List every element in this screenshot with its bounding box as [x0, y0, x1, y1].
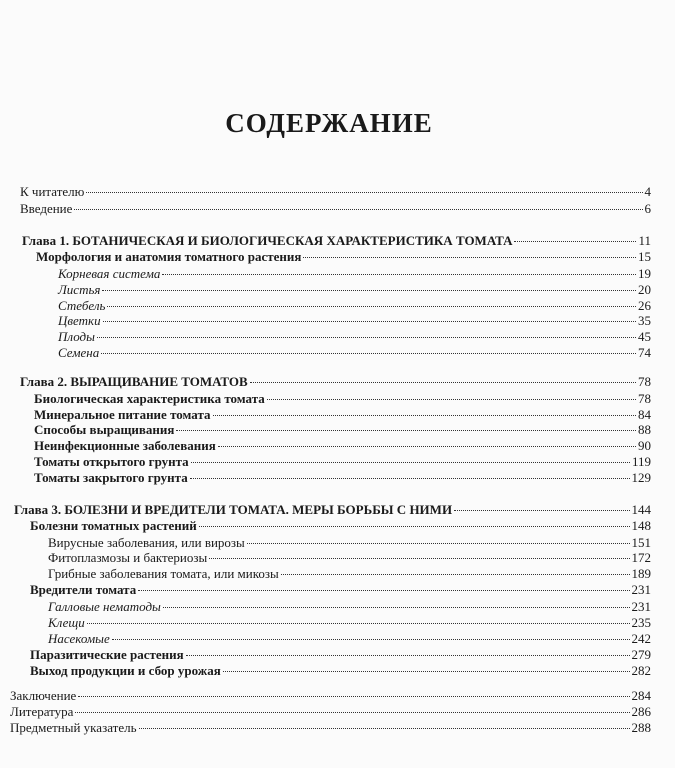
toc-entry-label: Глава 1. БОТАНИЧЕСКАЯ И БИОЛОГИЧЕСКАЯ ХАРАКТЕРИСТИКА ТОМАТА [22, 233, 513, 248]
dot-leader [186, 655, 630, 656]
toc-entry-page: 88 [638, 422, 651, 437]
toc-entry-label: Глава 3. БОЛЕЗНИ И ВРЕДИТЕЛИ ТОМАТА. МЕРЫ БОРЬБЫ С НИМИ [14, 502, 453, 517]
toc-entry-page: 151 [631, 535, 651, 550]
toc-section [30, 647, 651, 662]
toc-entry-label: Глава 2. ВЫРАЩИВАНИЕ ТОМАТОВ [20, 374, 248, 389]
toc-subsection [58, 313, 651, 328]
toc-entry-label: Предметный указатель [10, 720, 137, 735]
toc-entry-page: 4 [644, 184, 651, 199]
toc-entry-label: Томаты открытого грунта [34, 454, 189, 469]
dot-leader [176, 430, 636, 431]
toc-entry-label: Паразитические растения [30, 647, 184, 662]
dot-leader [191, 462, 630, 463]
toc-entry-label: Листья [58, 282, 101, 297]
toc-entry-label: Неинфекционные заболевания [34, 438, 216, 453]
toc-chapter [20, 374, 651, 389]
toc-entry-page: 90 [638, 438, 651, 453]
page-title: СОДЕРЖАНИЕ [225, 108, 433, 138]
toc-entry-page: 11 [638, 233, 651, 248]
toc-section [34, 391, 651, 406]
toc-entry-page: 279 [631, 647, 651, 662]
toc-subsection [58, 266, 651, 281]
dot-leader [103, 321, 636, 322]
toc-section [34, 407, 651, 422]
dot-leader [199, 526, 630, 527]
toc-entry-label: Литература [10, 704, 74, 719]
toc-entry-label: Томаты закрытого грунта [34, 470, 188, 485]
toc-subsection [58, 282, 651, 297]
toc-entry [20, 201, 651, 216]
dot-leader [163, 607, 630, 608]
toc-section [36, 249, 651, 264]
toc-entry-page: 129 [631, 470, 651, 485]
toc-subsection [48, 615, 651, 630]
toc-section [34, 454, 651, 469]
toc-entry-page: 20 [638, 282, 651, 297]
toc-entry-label: Фитоплазмозы и бактериозы [48, 550, 208, 565]
dot-leader [75, 712, 629, 713]
toc-entry-label: Способы выращивания [34, 422, 175, 437]
dot-leader [250, 382, 636, 383]
dot-leader [213, 415, 636, 416]
dot-leader [209, 558, 629, 559]
toc-entry-label: Семена [58, 345, 100, 360]
toc-entry-label: Плоды [58, 329, 95, 344]
toc-entry-label: Насекомые [48, 631, 110, 646]
toc-section [30, 663, 651, 678]
toc-entry-page: 35 [638, 313, 651, 328]
toc-entry-page: 78 [638, 374, 651, 389]
toc-entry-label: Стебель [58, 298, 106, 313]
toc-entry-page: 78 [638, 391, 651, 406]
toc-subsection [58, 345, 651, 360]
toc-entry-page: 286 [631, 704, 651, 719]
dot-leader [139, 728, 630, 729]
toc-entry-page: 74 [638, 345, 651, 360]
toc-entry-label: Выход продукции и сбор урожая [30, 663, 221, 678]
toc-entry-page: 26 [638, 298, 651, 313]
toc-entry [10, 720, 651, 735]
dot-leader [86, 192, 642, 193]
toc-entry-label: Вирусные заболевания, или вирозы [48, 535, 245, 550]
toc-entry-page: 235 [631, 615, 651, 630]
dot-leader [303, 257, 636, 258]
dot-leader [454, 510, 629, 511]
toc-entry-label: Биологическая характеристика томата [34, 391, 265, 406]
toc-entry-page: 119 [631, 454, 651, 469]
dot-leader [218, 446, 636, 447]
toc-entry-page: 15 [638, 249, 651, 264]
dot-leader [112, 639, 630, 640]
toc-entry-page: 231 [631, 599, 651, 614]
dot-leader [162, 274, 636, 275]
toc-chapter [22, 233, 651, 248]
toc-entry-page: 148 [631, 518, 651, 533]
dot-leader [74, 209, 642, 210]
dot-leader [514, 241, 636, 242]
dot-leader [138, 590, 629, 591]
toc-entry-label: Заключение [10, 688, 77, 703]
toc-entry-page: 231 [631, 582, 651, 597]
toc-subsection [48, 566, 651, 581]
dot-leader [87, 623, 630, 624]
toc-entry-page: 45 [638, 329, 651, 344]
toc-entry-label: Морфология и анатомия томатного растения [36, 249, 302, 264]
toc-section [34, 422, 651, 437]
dot-leader [102, 290, 636, 291]
toc-entry [10, 688, 651, 703]
dot-leader [247, 543, 630, 544]
toc-entry-page: 84 [638, 407, 651, 422]
toc-section [30, 582, 651, 597]
toc-entry-label: Галловые нематоды [48, 599, 161, 614]
toc-subsection [48, 550, 651, 565]
toc-entry-label: Введение [20, 201, 73, 216]
dot-leader [107, 306, 636, 307]
toc-entry-label: Минеральное питание томата [34, 407, 211, 422]
toc-entry [20, 184, 651, 199]
dot-leader [101, 353, 636, 354]
toc-subsection [48, 599, 651, 614]
toc-entry-page: 288 [631, 720, 651, 735]
toc-entry-page: 6 [644, 201, 651, 216]
toc-entry-page: 172 [631, 550, 651, 565]
dot-leader [97, 337, 636, 338]
dot-leader [78, 696, 629, 697]
toc-entry [10, 704, 651, 719]
toc-subsection [48, 535, 651, 550]
dot-leader [190, 478, 630, 479]
toc-entry-page: 242 [631, 631, 651, 646]
toc-subsection [58, 329, 651, 344]
toc-entry-label: К читателю [20, 184, 85, 199]
toc-entry-label: Болезни томатных растений [30, 518, 197, 533]
toc-entry-page: 284 [631, 688, 651, 703]
toc-entry-page: 282 [631, 663, 651, 678]
toc-subsection [58, 298, 651, 313]
toc-entry-label: Клещи [48, 615, 85, 630]
toc-section [30, 518, 651, 533]
toc-section [34, 438, 651, 453]
toc-section [34, 470, 651, 485]
toc-entry-page: 144 [631, 502, 651, 517]
toc-entry-page: 189 [631, 566, 651, 581]
toc-subsection [48, 631, 651, 646]
toc-entry-page: 19 [638, 266, 651, 281]
toc-chapter [14, 502, 651, 517]
dot-leader [267, 399, 636, 400]
toc-entry-label: Вредители томата [30, 582, 137, 597]
dot-leader [281, 574, 630, 575]
dot-leader [223, 671, 630, 672]
toc-entry-label: Корневая система [58, 266, 161, 281]
toc-entry-label: Грибные заболевания томата, или микозы [48, 566, 279, 581]
toc-entry-label: Цветки [58, 313, 101, 328]
